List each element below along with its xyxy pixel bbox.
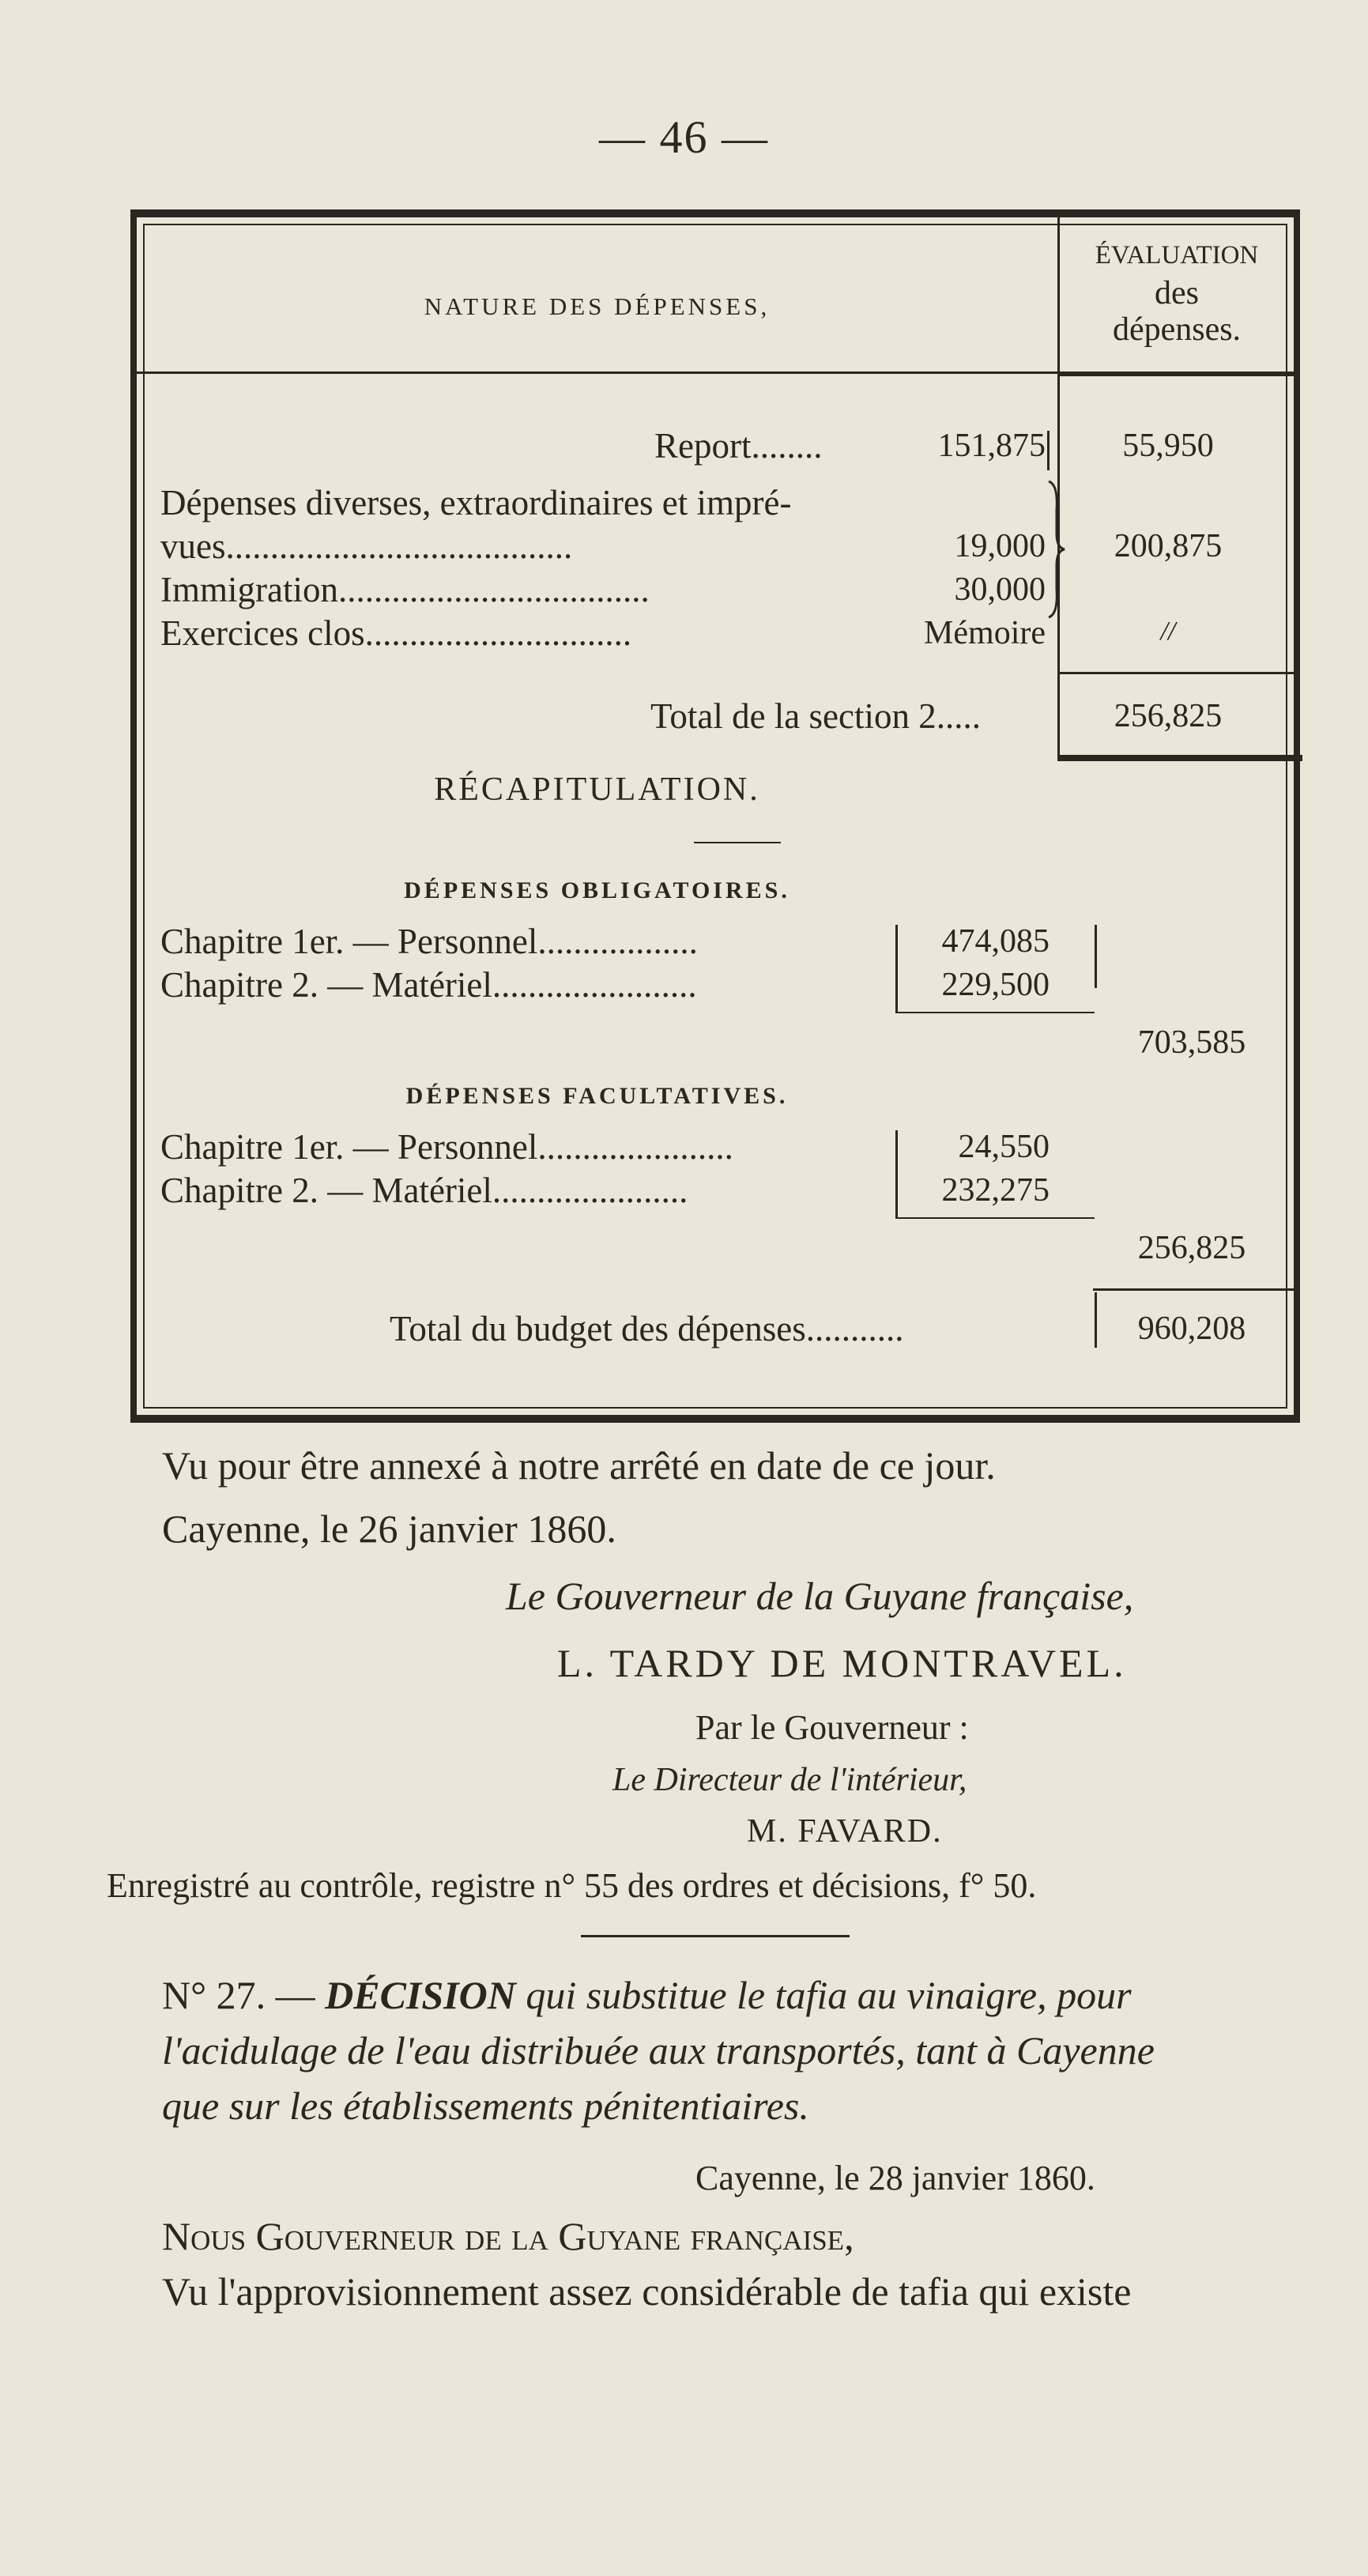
fac-sum-rule [895, 1217, 1095, 1219]
fac-ch1-value: 24,550 [958, 1129, 1050, 1165]
total-section-label: Total de la section 2..... [650, 696, 981, 736]
fac-left-bracket [895, 1130, 898, 1217]
header-depenses: dépenses. [1112, 311, 1242, 348]
immigration-label: Immigration................................... [160, 570, 650, 609]
section-divider [581, 1935, 850, 1937]
budget-table [130, 209, 1300, 1423]
fac-ch2-value: 232,275 [941, 1172, 1050, 1209]
budget-total-rule [1093, 1288, 1295, 1291]
oblig-ch1-label: Chapitre 1er. — Personnel.................. [160, 922, 698, 961]
oblig-left-bracket [895, 925, 898, 1012]
recap-rule [694, 842, 781, 843]
total-section-value: 256,825 [1114, 698, 1223, 734]
vu-approvisionnement-line: Vu l'approvisionnement assez considérable de tafia qui existe [162, 2269, 1132, 2314]
page-number: — 46 — [599, 111, 769, 163]
obligatoires-title: DÉPENSES OBLIGATOIRES. [404, 877, 790, 903]
report-value: 151,875 [937, 428, 1046, 464]
total-budget-value: 960,208 [1137, 1311, 1246, 1347]
enregistre-line: Enregistré au contrôle, registre n° 55 des ordres et décisions, f° 50. [107, 1866, 1037, 1905]
oblig-ch2-value: 229,500 [941, 967, 1050, 1003]
header-rule-right [1060, 372, 1294, 376]
oblig-sum-rule [895, 1012, 1095, 1013]
fac-total: 256,825 [1137, 1230, 1246, 1266]
report-label: Report........ [654, 426, 823, 466]
exercices-value: Mémoire [924, 615, 1046, 651]
decision-rest: qui substitue le tafia au vinaigre, pour [526, 1973, 1132, 2017]
diverses-label-line2: vues....................................... [160, 526, 573, 566]
decision-date: Cayenne, le 28 janvier 1860. [695, 2159, 1095, 2197]
diverses-label-line1: Dépenses diverses, extraordinaires et impré- [160, 483, 792, 522]
header-evaluation: ÉVALUATION [1095, 241, 1259, 270]
immigration-value: 30,000 [954, 571, 1046, 608]
fac-ch1-label: Chapitre 1er. — Personnel...................... [160, 1127, 733, 1167]
gouverneur-title: Le Gouverneur de la Guyane française, [506, 1574, 1134, 1618]
header-rule [137, 372, 1057, 374]
nous-gouverneur-line: Nous Gouverneur de la Guyane française, [162, 2214, 854, 2258]
group-eval: 200,875 [1114, 528, 1223, 564]
oblig-right-bracket [1095, 925, 1097, 988]
decision-heading [162, 1972, 1132, 2018]
header-nature-des-depenses: NATURE DES DÉPENSES, [424, 292, 771, 320]
recap-title: RÉCAPITULATION. [434, 771, 760, 808]
group-brace [1046, 478, 1069, 620]
total-budget-label: Total du budget des dépenses........... [390, 1309, 904, 1348]
par-le-gouverneur: Par le Gouverneur : [695, 1708, 969, 1747]
eval-subtotal-rule [1060, 672, 1294, 674]
report-eval: 55,950 [1122, 428, 1214, 464]
diverses-value: 19,000 [954, 528, 1046, 564]
oblig-total: 703,585 [1137, 1024, 1246, 1061]
vu-annexe-line: Vu pour être annexé à notre arrêté en date de ce jour. [162, 1443, 996, 1488]
fac-ch2-label: Chapitre 2. — Matériel...................... [160, 1171, 688, 1210]
oblig-ch2-label: Chapitre 2. — Matériel....................... [160, 965, 697, 1005]
decision-number: N° 27. — [162, 1973, 315, 2017]
oblig-ch1-value: 474,085 [941, 923, 1050, 960]
gouverneur-name: L. TARDY DE MONTRAVEL. [557, 1641, 1127, 1685]
exercices-label: Exercices clos.............................. [160, 613, 632, 653]
directeur-title: Le Directeur de l'intérieur, [612, 1762, 967, 1798]
cayenne-date-line: Cayenne, le 26 janvier 1860. [162, 1507, 616, 1551]
total-section-rule [1057, 755, 1302, 761]
facultatives-title: DÉPENSES FACULTATIVES. [405, 1083, 789, 1109]
header-des: des [1155, 275, 1199, 311]
exercices-eval: // [1160, 617, 1176, 646]
decision-line-2: l'acidulage de l'eau distribuée aux transportés, tant à Cayenne [162, 2028, 1155, 2072]
decision-line-3: que sur les établissements pénitentiaires. [162, 2084, 809, 2128]
report-bracket [1047, 431, 1050, 470]
decision-keyword: DÉCISION [325, 1973, 516, 2017]
directeur-name: M. FAVARD. [747, 1813, 943, 1850]
